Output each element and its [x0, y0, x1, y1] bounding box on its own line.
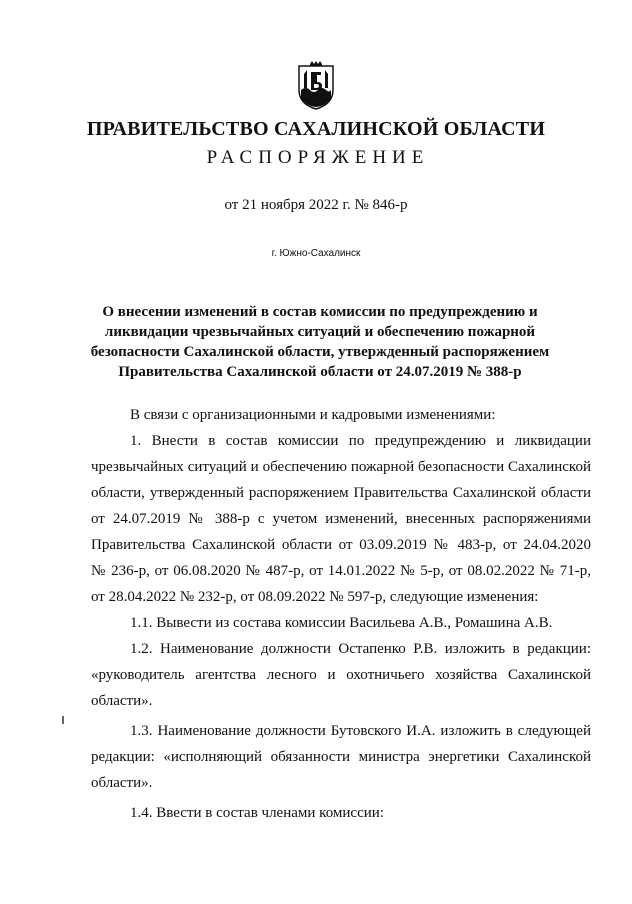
item-1-3-line: редакции: «исполняющий обязанности министра энергетики Сахалинской: [91, 749, 591, 765]
item-1-line: области, утвержденный распоряжением Правительства Сахалинской области: [91, 485, 591, 501]
item-1-line: Правительства Сахалинской области от 03.09.2019 № 483-р, от 24.04.2020: [91, 537, 591, 553]
item-1-1-paragraph: 1.1. Вывести из состава комиссии Васильева А.В., Ромашина А.В.: [130, 615, 553, 631]
scan-mark: [62, 716, 64, 724]
item-1-2-line: 1.2. Наименование должности Остапенко Р.В. изложить в редакции:: [130, 641, 591, 657]
heading-line: О внесении изменений в состав комиссии по предупреждению и: [102, 304, 538, 320]
item-1-line: от 24.07.2019 № 388-р с учетом изменений, внесенных распоряжениями: [91, 511, 591, 527]
coat-of-arms-icon: [296, 60, 336, 110]
heading-line: безопасности Сахалинской области, утвержденный распоряжением: [90, 344, 550, 360]
document-type: РАСПОРЯЖЕНИЕ: [206, 147, 430, 168]
item-1-line: чрезвычайных ситуаций и обеспечению пожарной безопасности Сахалинской: [91, 459, 591, 475]
document-body: [91, 402, 591, 826]
item-1-4-paragraph: 1.4. Ввести в состав членами комиссии:: [130, 805, 384, 821]
intro-paragraph: В связи с организационными и кадровыми изменениями:: [130, 407, 496, 423]
heading-line: Правительства Сахалинской области от 24.07.2019 № 388-р: [118, 364, 522, 380]
document-date-number: от 21 ноября 2022 г. № 846-р: [224, 197, 408, 213]
document-heading: [80, 302, 560, 382]
organization-title: ПРАВИТЕЛЬСТВО САХАЛИНСКОЙ ОБЛАСТИ: [86, 118, 546, 140]
item-1-2-line: «руководитель агентства лесного и охотничьего хозяйства Сахалинской: [91, 667, 591, 683]
item-1-line: № 236-р, от 06.08.2020 № 487-р, от 14.01.2022 № 5-р, от 08.02.2022 № 71-р,: [91, 563, 591, 579]
item-1-line: от 28.04.2022 № 232-р, от 08.09.2022 № 597-р, следующие изменения:: [91, 589, 539, 605]
document-city: г. Южно-Сахалинск: [271, 248, 361, 259]
item-1-3-line: 1.3. Наименование должности Бутовского И.А. изложить в следующей: [130, 723, 591, 739]
item-1-3-line: области».: [91, 775, 153, 791]
item-1-2-line: области».: [91, 693, 153, 709]
heading-line: ликвидации чрезвычайных ситуаций и обеспечению пожарной: [104, 324, 536, 340]
item-1-line: 1. Внести в состав комиссии по предупреждению и ликвидации: [130, 433, 591, 449]
